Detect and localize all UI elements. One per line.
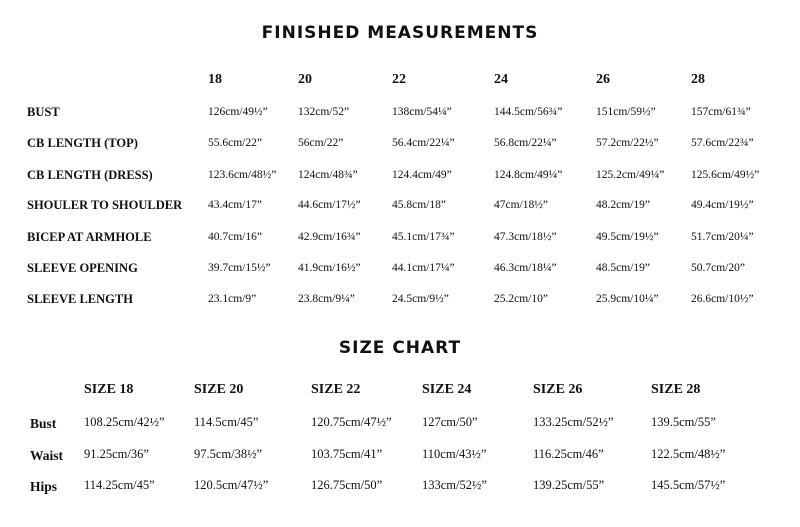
- measurement-value: 25.2cm/10”: [494, 293, 548, 305]
- size-chart-row-label: Bust: [30, 416, 57, 431]
- size-chart-column-header: SIZE 26: [533, 382, 583, 397]
- measurement-value: 144.5cm/56¾”: [494, 106, 563, 118]
- size-chart-value: 120.75cm/47½”: [311, 415, 392, 429]
- measurement-value: 125.2cm/49¼”: [596, 169, 665, 181]
- size-column-header: 22: [392, 72, 406, 87]
- size-chart-value: 114.25cm/45”: [84, 478, 155, 492]
- measurement-row-label: SLEEVE OPENING: [27, 261, 138, 275]
- measurement-row-label: CB LENGTH (TOP): [27, 136, 138, 150]
- measurement-value: 47cm/18½”: [494, 199, 548, 211]
- measurement-value: 57.2cm/22½”: [596, 137, 659, 149]
- measurement-value: 50.7cm/20”: [691, 262, 745, 274]
- measurement-value: 124cm/48¾”: [298, 169, 358, 181]
- size-chart-value: 122.5cm/48½”: [651, 447, 726, 461]
- size-chart-value: 103.75cm/41”: [311, 447, 383, 461]
- measurement-value: 24.5cm/9½”: [392, 293, 449, 305]
- measurement-value: 48.2cm/19”: [596, 199, 650, 211]
- measurement-row-label: BICEP AT ARMHOLE: [27, 230, 152, 244]
- measurement-value: 45.8cm/18”: [392, 199, 446, 211]
- measurement-value: 23.8cm/9¼”: [298, 293, 355, 305]
- measurement-value: 48.5cm/19”: [596, 262, 650, 274]
- size-chart-column-header: SIZE 24: [422, 382, 472, 397]
- measurement-value: 25.9cm/10¼”: [596, 293, 659, 305]
- size-chart-value: 139.5cm/55”: [651, 415, 716, 429]
- measurement-value: 39.7cm/15½”: [208, 262, 271, 274]
- size-chart-value: 133cm/52½”: [422, 478, 487, 492]
- measurement-value: 151cm/59½”: [596, 106, 656, 118]
- measurement-value: 40.7cm/16”: [208, 231, 262, 243]
- measurement-value: 42.9cm/16¾”: [298, 231, 361, 243]
- measurement-value: 41.9cm/16½”: [298, 262, 361, 274]
- size-chart-value: 91.25cm/36”: [84, 447, 149, 461]
- size-column-header: 20: [298, 72, 312, 87]
- measurement-row-label: CB LENGTH (DRESS): [27, 168, 153, 182]
- size-chart-value: 133.25cm/52½”: [533, 415, 614, 429]
- size-column-header: 18: [208, 72, 222, 87]
- size-column-header: 24: [494, 72, 508, 87]
- size-chart-value: 145.5cm/57½”: [651, 478, 726, 492]
- measurement-row-label: SHOULER TO SHOULDER: [27, 198, 183, 212]
- size-chart-value: 110cm/43½”: [422, 447, 487, 461]
- measurement-value: 56.8cm/22¼”: [494, 137, 557, 149]
- size-chart-value: 114.5cm/45”: [194, 415, 259, 429]
- measurement-value: 45.1cm/17¾”: [392, 231, 455, 243]
- measurement-value: 44.1cm/17¼”: [392, 262, 455, 274]
- measurement-value: 49.4cm/19½”: [691, 199, 754, 211]
- size-chart-value: 127cm/50”: [422, 415, 478, 429]
- measurement-value: 138cm/54¼”: [392, 106, 452, 118]
- size-chart-value: 116.25cm/46”: [533, 447, 604, 461]
- measurement-row-label: BUST: [27, 105, 60, 119]
- measurement-value: 43.4cm/17”: [208, 199, 262, 211]
- size-chart-column-header: SIZE 28: [651, 382, 701, 397]
- measurement-value: 124.4cm/49”: [392, 169, 452, 181]
- size-chart-value: 108.25cm/42½”: [84, 415, 165, 429]
- measurement-value: 47.3cm/18½”: [494, 231, 557, 243]
- measurement-row-label: SLEEVE LENGTH: [27, 292, 133, 306]
- size-chart-row-label: Hips: [30, 479, 58, 494]
- measurement-value: 126cm/49½”: [208, 106, 268, 118]
- measurement-value: 56cm/22”: [298, 137, 344, 149]
- size-chart-value: 126.75cm/50”: [311, 478, 383, 492]
- size-chart-value: 120.5cm/47½”: [194, 478, 269, 492]
- measurement-value: 23.1cm/9”: [208, 293, 257, 305]
- size-chart-title: SIZE CHART: [338, 338, 462, 358]
- measurement-value: 157cm/61¾”: [691, 106, 751, 118]
- measurement-value: 44.6cm/17½”: [298, 199, 361, 211]
- size-chart-row-label: Waist: [30, 448, 64, 463]
- measurement-value: 49.5cm/19½”: [596, 231, 659, 243]
- measurement-value: 57.6cm/22¾”: [691, 137, 754, 149]
- measurement-value: 51.7cm/20¼”: [691, 231, 754, 243]
- measurement-value: 46.3cm/18¼”: [494, 262, 557, 274]
- size-column-header: 28: [691, 72, 705, 87]
- measurement-value: 26.6cm/10½”: [691, 293, 754, 305]
- measurement-value: 123.6cm/48½”: [208, 169, 277, 181]
- size-chart-value: 139.25cm/55”: [533, 478, 605, 492]
- size-chart-column-header: SIZE 20: [194, 382, 244, 397]
- measurement-value: 125.6cm/49½”: [691, 169, 760, 181]
- measurement-value: 132cm/52”: [298, 106, 350, 118]
- size-column-header: 26: [596, 72, 610, 87]
- size-chart-column-header: SIZE 22: [311, 382, 361, 397]
- measurement-value: 56.4cm/22¼”: [392, 137, 455, 149]
- finished-measurements-title: FINISHED MEASUREMENTS: [261, 23, 539, 43]
- measurement-value: 124.8cm/49¼”: [494, 169, 563, 181]
- size-chart-value: 97.5cm/38½”: [194, 447, 263, 461]
- size-chart-column-header: SIZE 18: [84, 382, 134, 397]
- measurement-value: 55.6cm/22”: [208, 137, 262, 149]
